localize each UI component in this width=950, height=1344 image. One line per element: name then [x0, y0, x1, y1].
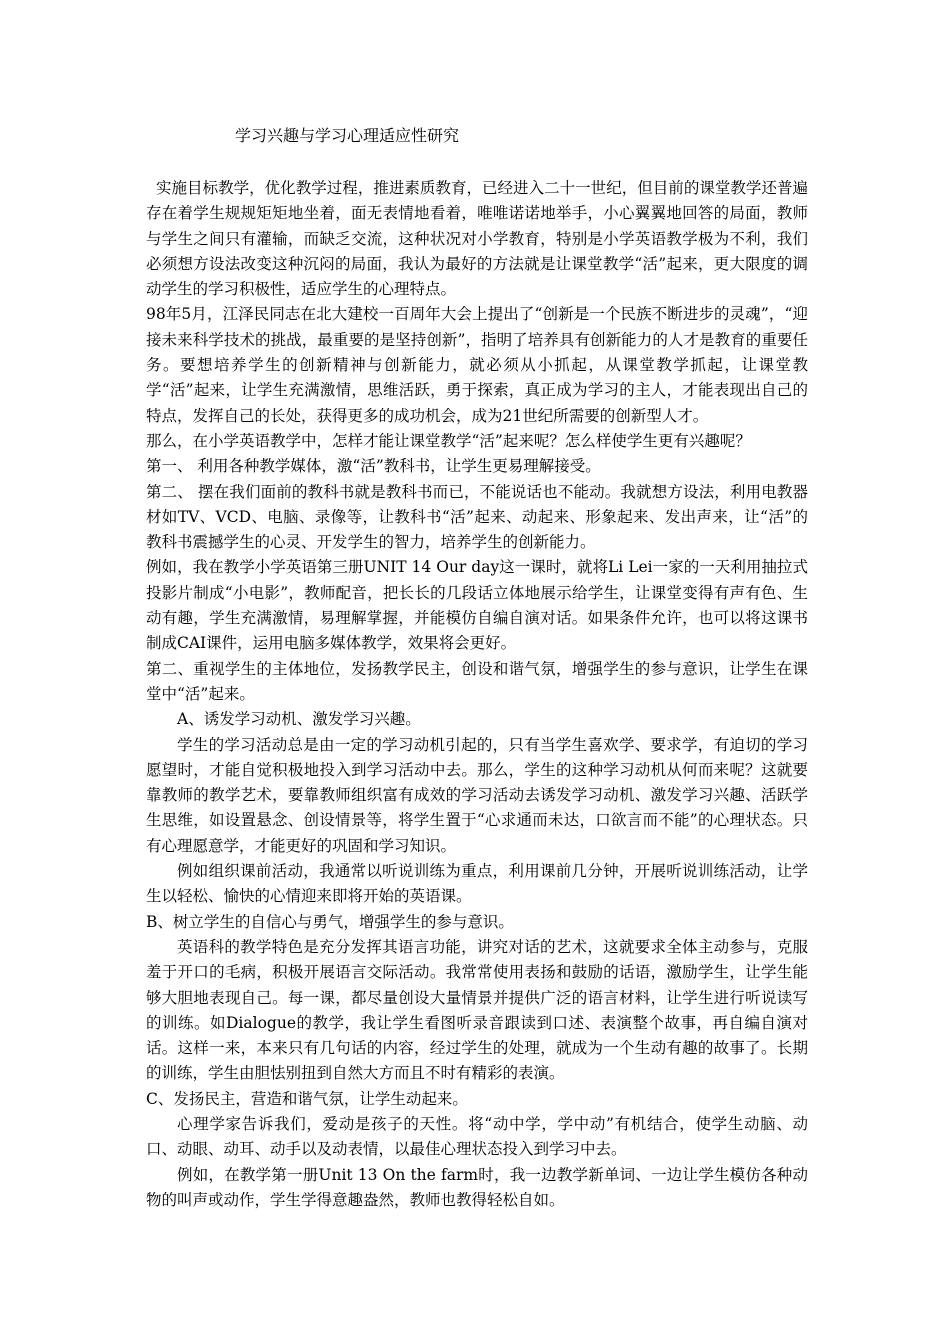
paragraph-intro: 实施目标教学，优化教学过程，推进素质教育，已经进入二十一世纪，但目前的课堂教学还普遍存在着学生规规矩矩地坐着，面无表情地看着，唯唯诺诺地举手，小心翼翼地回答的局面，教师与学生之间只有灌输，而缺乏交流，这种状况对小学教育，特别是小学英语教学极为不利，我们必须想方设法改变这种沉闷的局面，我认为最好的方法就是让课堂教学“活”起来，更大限度的调动学生的学习积极性，适应学生的心理特点。: [146, 179, 808, 299]
paragraph-second-heading: 第二、重视学生的主体地位，发扬教学民主，创设和谐气氛，增强学生的参与意识，让学生在课堂中“活”起来。: [146, 659, 808, 703]
paragraph-pre-class: 例如组织课前活动，我通常以听说训练为重点，利用课前几分钟，开展听说训练活动，让学生以轻松、愉快的心情迎来即将开始的英语课。: [146, 862, 808, 906]
paragraph-example-unit14: 例如，我在教学小学英语第三册UNIT 14 Our day这一课时，就将Li Lei一家的一天利用抽拉式投影片制成“小电影”，教师配音，把长长的几段话立体地展示给学生，让课堂变得有声有色、生动有趣，学生充满激情，易理解掌握，并能模仿自编自演对话。如果条件允许，也可以将这课书制成CAI课件，运用电脑多媒体教学，效果将会更好。: [146, 558, 808, 653]
paragraph-second-point: 第二、 摆在我们面前的教科书就是教科书而已，不能说话也不能动。我就想方设法，利用电教器材如TV、VCD、电脑、录像等，让教科书“活”起来、动起来、形象起来、发出声来，让“活”的教科书震撼学生的心灵、开发学生的智力，培养学生的创新能力。: [146, 482, 808, 552]
paragraph-question: 那么，在小学英语教学中，怎样才能让课堂教学“活”起来呢？怎么样使学生更有兴趣呢？: [146, 431, 751, 450]
paragraph-example-unit13: 例如，在教学第一册Unit 13 On the farm时，我一边教学新单词、一边让学生模仿各种动物的叫声或动作，学生学得意趣盎然，教师也教得轻松自如。: [146, 1165, 808, 1209]
paragraph-first-point: 第一、 利用各种教学媒体，激“活”教科书，让学生更易理解接受。: [146, 457, 601, 476]
paragraph-psychology: 心理学家告诉我们，爱动是孩子的天性。将“动中学，学中动”有机结合，使学生动脑、动口、动眼、动耳、动手以及动表情，以最佳心理状态投入到学习中去。: [146, 1114, 808, 1159]
document-title: 学习兴趣与学习心理适应性研究: [235, 126, 460, 145]
subheading-c: C、发扬民主，营造和谐气氛，让学生动起来。: [146, 1089, 468, 1108]
subheading-a: A、诱发学习动机、激发学习兴趣。: [177, 710, 421, 729]
subheading-b: B、树立学生的自信心与勇气，增强学生的参与意识。: [146, 912, 514, 931]
paragraph-motivation: 学生的学习活动总是由一定的学习动机引起的，只有当学生喜欢学、要求学，有迫切的学习愿望时，才能自觉积极地投入到学习活动中去。那么，学生的这种学习动机从何而来呢？这就要靠教师的教学艺术，要靠教师组织富有成效的学习活动去诱发学习动机、激发学习兴趣、活跃学生思维，如设置悬念、创设情景等，将学生置于“心求通而未达，口欲言而不能”的心理状态。只有心理愿意学，才能更好的巩固和学习知识。: [146, 735, 808, 855]
paragraph-innovation: 98年5月，江泽民同志在北大建校一百周年大会上提出了“创新是一个民族不断进步的灵魂”，“迎接未来科学技术的挑战，最重要的是坚持创新”，指明了培养具有创新能力的人才是教育的重要任务。要想培养学生的创新精神与创新能力，就必须从小抓起，从课堂教学抓起，让课堂教学“活”起来，让学生充满激情，思维活跃，勇于探索，真正成为学习的主人，才能表现出自己的特点，发挥自己的长处，获得更多的成功机会，成为21世纪所需要的创新型人才。: [146, 305, 808, 425]
document-body: [146, 176, 808, 1213]
paragraph-confidence: 英语科的教学特色是充分发挥其语言功能，讲究对话的艺术，这就要求全体主动参与，克服羞于开口的毛病，积极开展语言交际活动。我常常使用表扬和鼓励的话语，激励学生，让学生能够大胆地表现自己。每一课，都尽量创设大量情景并提供广泛的语言材料，让学生进行听说读写的训练。如Dialogue的教学，我让学生看图听录音跟读到口述、表演整个故事，再自编自演对话。这样一来，本来只有几句话的内容，经过学生的处理，就成为一个生动有趣的故事了。长期的训练，学生由胆怯别扭到自然大方而且不时有精彩的表演。: [146, 937, 808, 1083]
